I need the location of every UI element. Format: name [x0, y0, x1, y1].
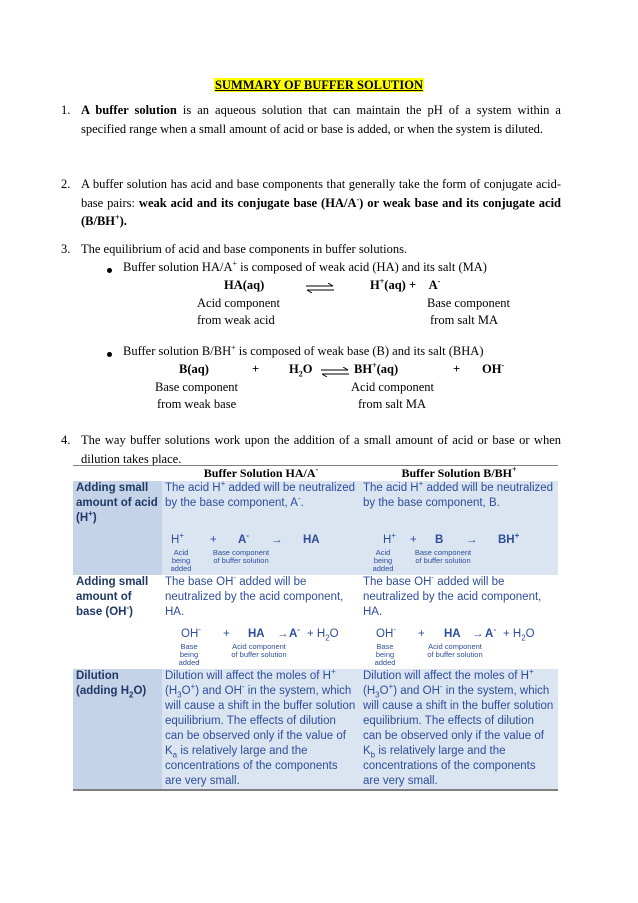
eq2-plus: + — [453, 362, 461, 376]
table-row — [73, 575, 558, 623]
buffer-table — [73, 465, 558, 791]
cell-base-ha: The base OH- added will be neutralized by the acid component, HA. — [162, 575, 360, 623]
bullet-dot — [107, 268, 112, 273]
row-label-base: Adding small amount of base (OH-) — [73, 575, 162, 669]
bullet-dot — [107, 352, 112, 357]
eq1-label-right-2: from salt MA — [430, 313, 499, 327]
reaction-acid-ha: H+ + A- → HA Acid being added Base component of buffer solution — [162, 529, 360, 575]
eq1-label-right-1: Base component — [427, 296, 510, 310]
page-title: SUMMARY OF BUFFER SOLUTION — [214, 78, 423, 92]
eq2-base: B(aq) — [179, 362, 209, 376]
eq2-bh: BH+(aq) — [354, 360, 399, 376]
table-header-bh: Buffer Solution B/BH+ — [360, 466, 558, 482]
eq2-label-left-1: Base component — [155, 380, 238, 394]
eq2-label-right-1: Acid component — [351, 380, 434, 394]
point-3: 3. The equilibrium of acid and base components in buffer solutions. — [61, 242, 408, 256]
cell-dilution-bh: Dilution will affect the moles of H+ $(H_3O^+)$ and OH- in the system, which will cause a shift in the buffer solution equilibrium. The effects of dilution can be observed only if the value of $K_b$ is relatively large and the concentrations of the components are very small. — [360, 669, 558, 790]
eq2-water: $H_2O$ — [289, 362, 313, 379]
eq1-label-left-1: Acid component — [197, 296, 280, 310]
point-4: 4. The way buffer solutions work upon the addition of a small amount of acid or base or when dilution takes place. — [61, 433, 561, 466]
table-row — [73, 481, 558, 529]
bullet-1-text: Buffer solution HA/A+ is composed of weak acid (HA) and its salt (MA) — [123, 258, 487, 274]
cell-acid-bh: The acid H+ added will be neutralized by the base component, B. — [360, 481, 558, 529]
table-header-ha: Buffer Solution HA/A- — [162, 466, 360, 482]
reaction-base-bh: OH- + HA → A- + $H_2O$ Base being added Acid component of buffer solution — [360, 623, 558, 669]
equilibrium-arrow-icon — [320, 367, 350, 377]
eq2-label-right-2: from salt MA — [358, 397, 427, 411]
eq1-left: HA(aq) — [224, 278, 265, 292]
eq1-right: H+(aq) + A- — [370, 276, 441, 292]
cell-acid-ha: The acid H+ added will be neutralized by the base component, A-. — [162, 481, 360, 529]
eq2-plus: + — [252, 362, 260, 376]
cell-base-bh: The base OH- added will be neutralized by the acid component, HA. — [360, 575, 558, 623]
row-label-acid: Adding small amount of acid (H+) — [73, 481, 162, 575]
bullet-2-text: Buffer solution B/BH+ is composed of weak base (B) and its salt (BHA) — [123, 342, 484, 358]
eq2-oh: OH- — [482, 360, 505, 376]
point-2: 2. A buffer solution has acid and base components that generally take the form of conjugate acid-base pairs: weak acid and its conjugate base (HA/A-) or weak base and its conjugate acid (B/BH+). — [61, 177, 561, 228]
point-1: 1. A buffer solution is an aqueous solution that can maintain the pH of a system within a specified range when a small amount of acid or base is added, or when the system is diluted. — [61, 103, 561, 136]
eq2-label-left-2: from weak base — [157, 397, 237, 411]
reaction-acid-bh: H+ + B → BH+ Acid being added Base component of buffer solution — [360, 529, 558, 575]
eq1-label-left-2: from weak acid — [197, 313, 275, 327]
cell-dilution-ha: Dilution will affect the moles of H+ $(H_3O^+)$ and OH- in the system, which will cause a shift in the buffer solution equilibrium. The effects of dilution can be observed only if the value of $K_a$ is relatively large and the concentrations of the components are very small. — [162, 669, 360, 790]
equilibrium-arrow-icon — [305, 283, 335, 293]
row-label-dilution: Dilution (adding $H_2O$) — [73, 669, 162, 790]
table-row — [73, 669, 558, 790]
reaction-base-ha: OH- + HA → A- + $H_2O$ Base being added Acid component of buffer solution — [162, 623, 360, 669]
